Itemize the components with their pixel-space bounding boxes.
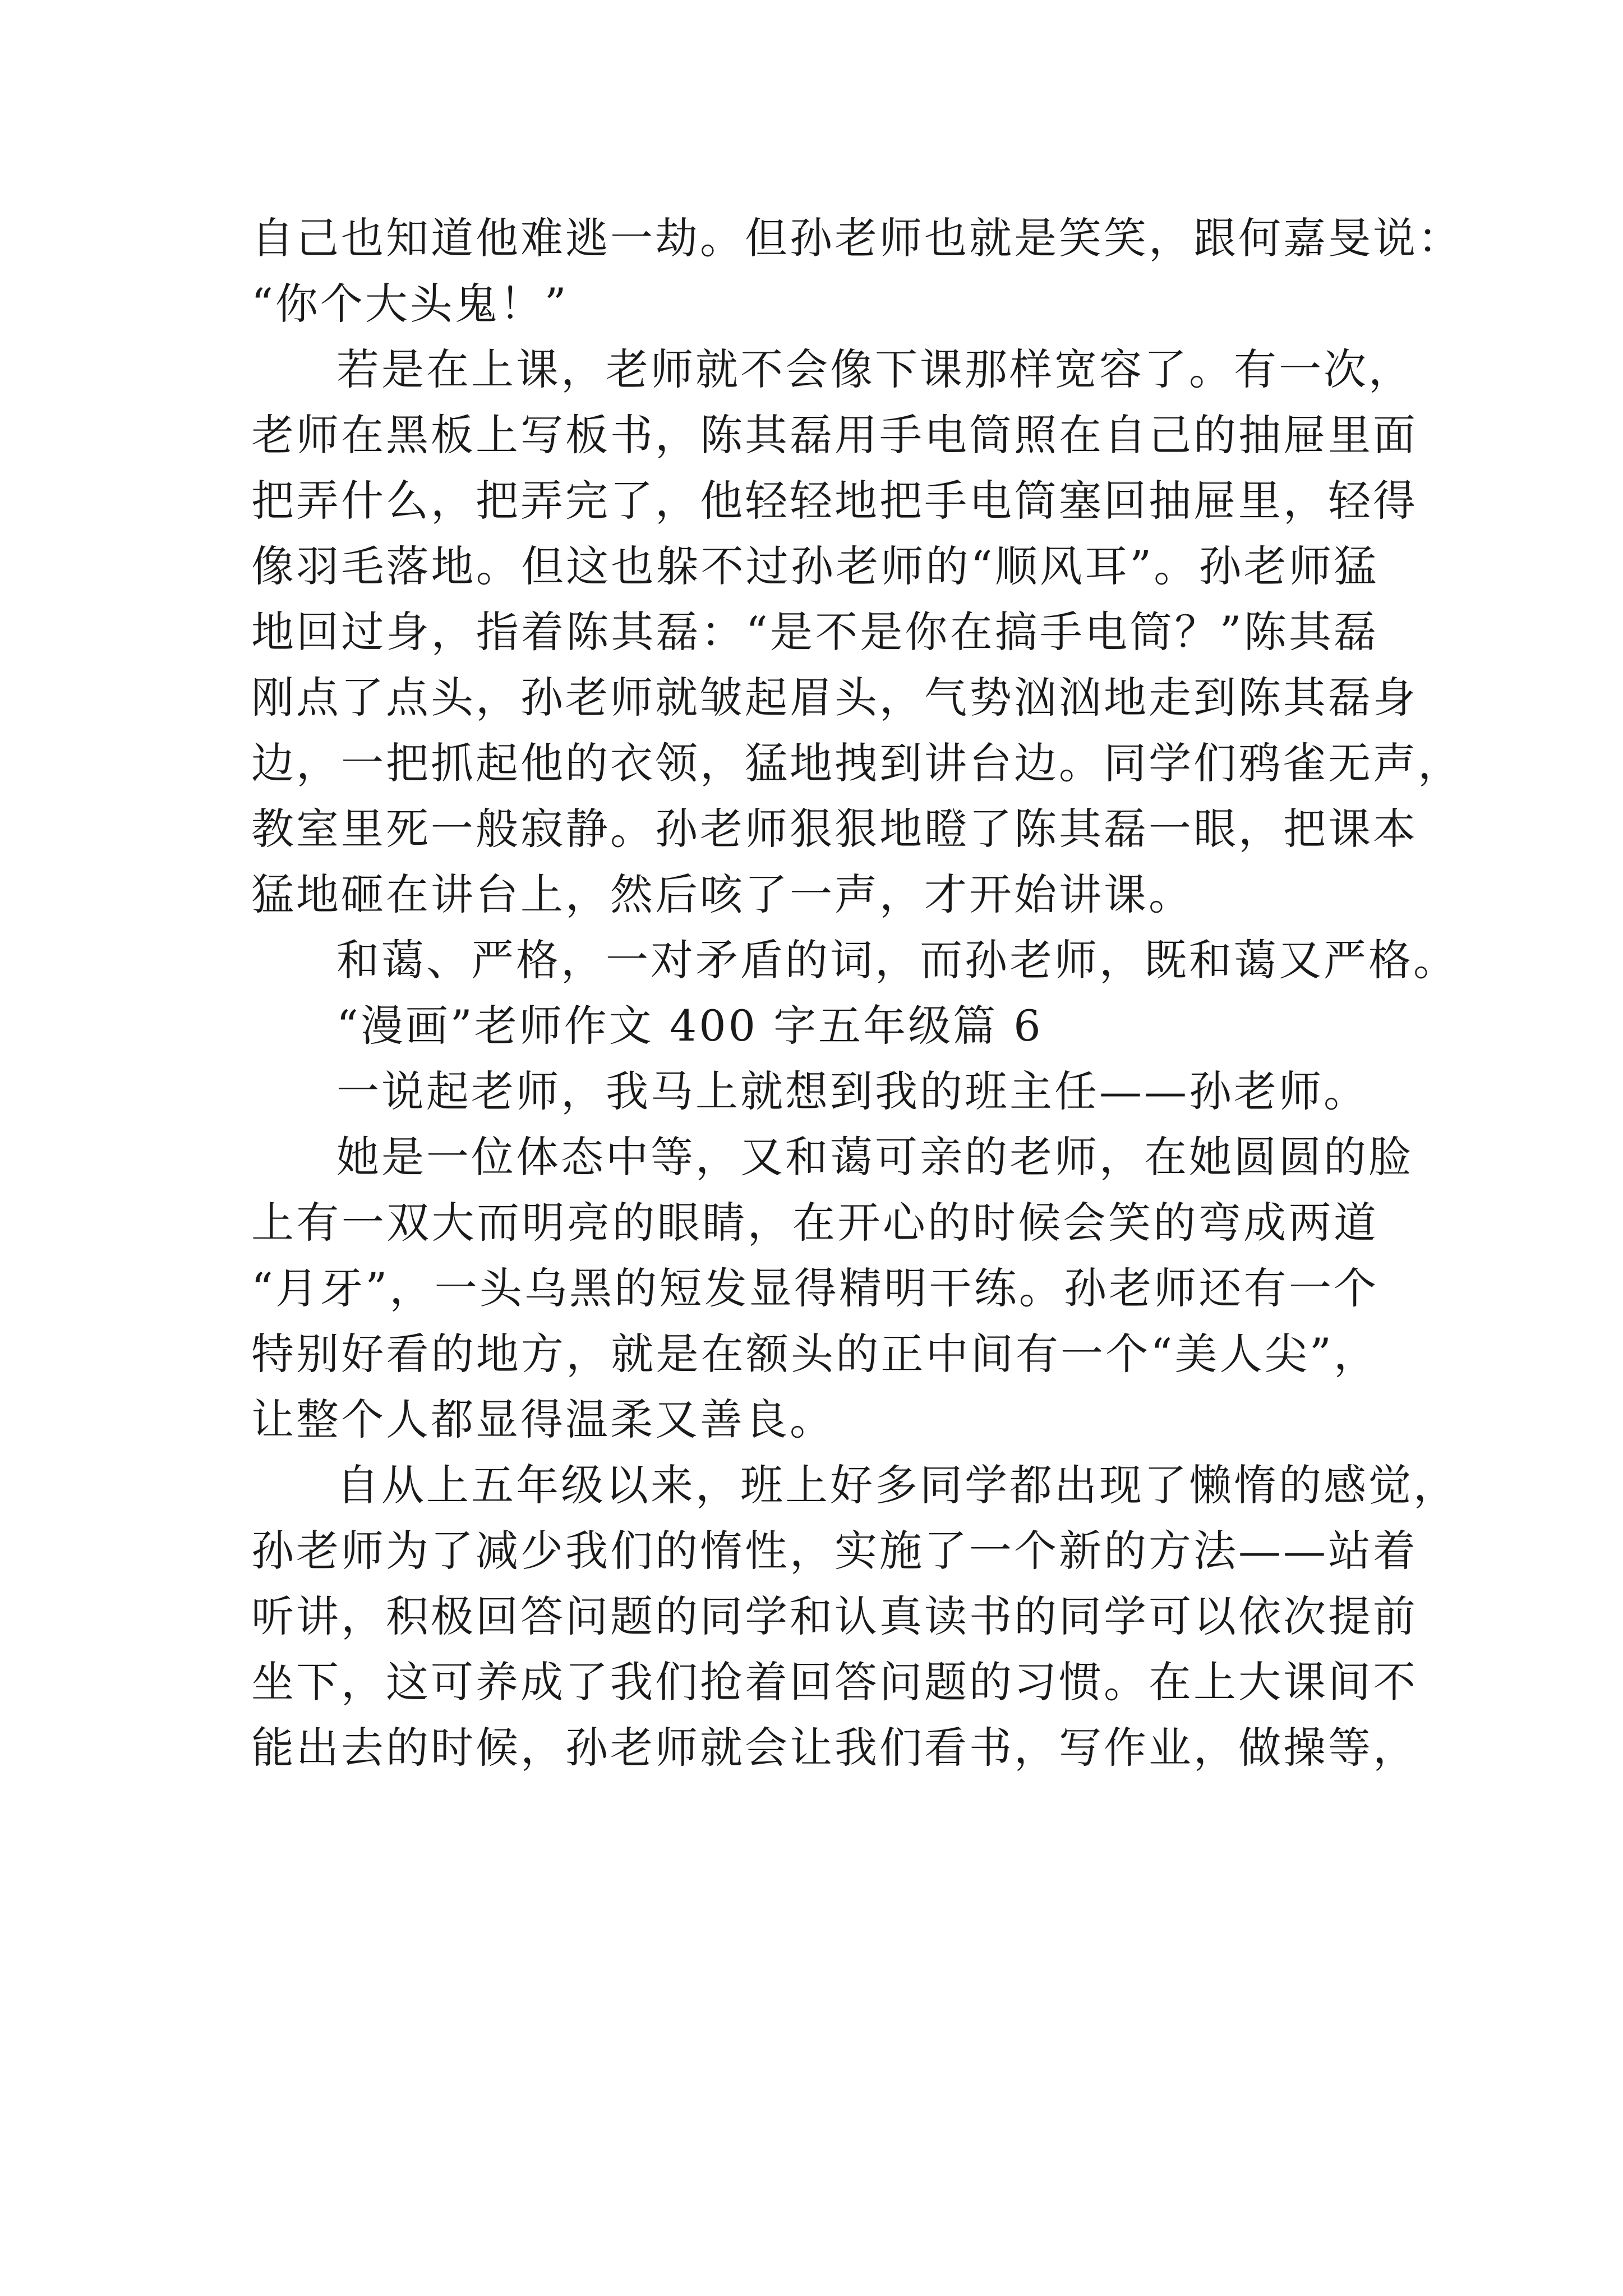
- text-line: 特别好看的地方，就是在额头的正中间有一个“美人尖”，: [251, 1329, 1378, 1379]
- text-line: 能出去的时候，孙老师就会让我们看书，写作业，做操等，: [251, 1723, 1418, 1773]
- text-line: “月牙”，一头乌黑的短发显得精明干练。孙老师还有一个: [251, 1263, 1378, 1313]
- text-line: 老师在黑板上写板书，陈其磊用手电筒照在自己的抽屉里面: [251, 410, 1418, 460]
- text-line: 让整个人都显得温柔又善良。: [251, 1395, 834, 1444]
- text-line: 边，一把抓起他的衣领，猛地拽到讲台边。同学们鸦雀无声，: [251, 738, 1463, 788]
- text-line: 坐下，这可养成了我们抢着回答问题的习惯。在上大课间不: [251, 1657, 1418, 1707]
- text-line: 刚点了点头，孙老师就皱起眉头，气势汹汹地走到陈其磊身: [251, 673, 1418, 723]
- text-line: 孙老师为了减少我们的惰性，实施了一个新的方法——站着: [251, 1526, 1418, 1576]
- text-line: 把弄什么，把弄完了，他轻轻地把手电筒塞回抽屉里，轻得: [251, 476, 1418, 526]
- text-line: 她是一位体态中等，又和蔼可亲的老师，在她圆圆的脸: [336, 1132, 1413, 1182]
- text-line: 自从上五年级以来，班上好多同学都出现了懒惰的感觉，: [336, 1460, 1458, 1510]
- text-line: 听讲，积极回答问题的同学和认真读书的同学可以依次提前: [251, 1591, 1418, 1641]
- text-line: 教室里死一般寂静。孙老师狠狠地瞪了陈其磊一眼，把课本: [251, 804, 1418, 854]
- text-line: 一说起老师，我马上就想到我的班主任——孙老师。: [336, 1066, 1368, 1116]
- text-line: 像羽毛落地。但这也躲不过孙老师的“顺风耳”。孙老师猛: [251, 541, 1378, 591]
- text-line: 地回过身，指着陈其磊：“是不是你在搞手电筒？”陈其磊: [251, 607, 1378, 657]
- text-line: 和蔼、严格，一对矛盾的词，而孙老师，既和蔼又严格。: [336, 935, 1458, 985]
- text-line: “你个大头鬼！”: [251, 279, 569, 329]
- text-line: 若是在上课，老师就不会像下课那样宽容了。有一次，: [336, 344, 1413, 394]
- text-line: “漫画”老师作文 400 字五年级篇 6: [336, 1001, 1043, 1051]
- text-line: 上有一双大而明亮的眼睛，在开心的时候会笑的弯成两道: [251, 1198, 1378, 1248]
- text-line: 猛地砸在讲台上，然后咳了一声，才开始讲课。: [251, 869, 1193, 919]
- text-line: 自己也知道他难逃一劫。但孙老师也就是笑笑，跟何嘉旻说：: [251, 213, 1463, 263]
- essay-body: [251, 205, 1463, 1780]
